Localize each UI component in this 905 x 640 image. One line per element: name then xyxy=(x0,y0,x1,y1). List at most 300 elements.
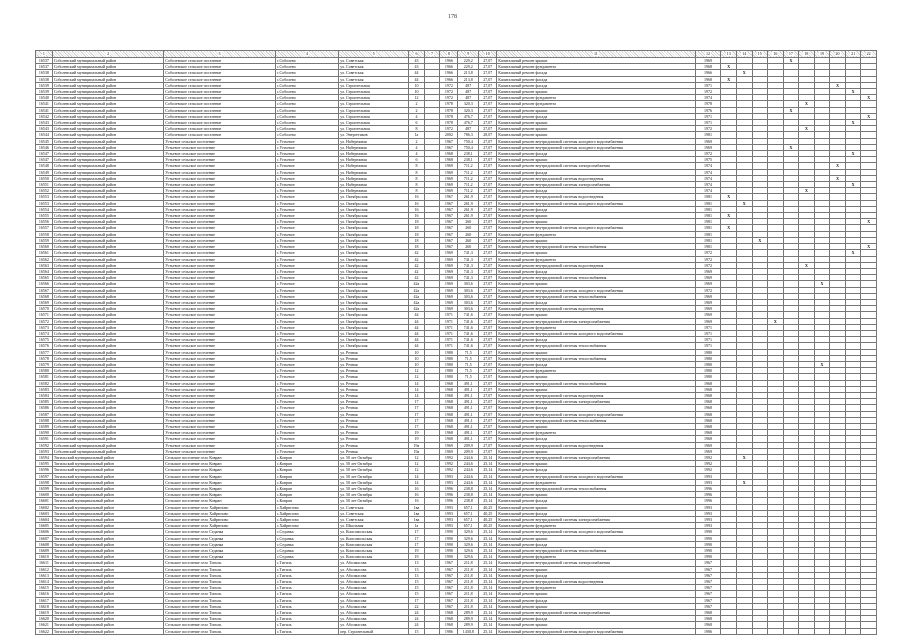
column-header xyxy=(845,51,861,58)
table-cell: ул. 50 лет Октября xyxy=(339,479,409,485)
table-cell: 1967 xyxy=(440,579,458,585)
table-cell: с.Устьевое xyxy=(275,144,338,150)
table-cell: 16560 xyxy=(36,244,53,250)
table-cell: 16576 xyxy=(36,343,53,349)
table-mark-cell: X xyxy=(830,163,846,169)
table-cell: 1969 xyxy=(440,250,458,256)
table-cell: 1993 xyxy=(440,510,458,516)
table-cell: 289,9 xyxy=(458,622,479,628)
table-cell: с.Устьевое xyxy=(275,262,338,268)
table-cell: Сельское поселение село Хайрюзово xyxy=(164,510,275,516)
table-cell: Устьевое сельское поселение xyxy=(164,430,275,436)
table-cell: ул. Октябрьская xyxy=(339,200,409,206)
table-cell: 1980 xyxy=(695,368,721,374)
table-cell: ул. Октябрьская xyxy=(339,318,409,324)
table-cell: 211,8 xyxy=(458,579,479,585)
table-cell: Устьевое сельское поселение xyxy=(164,399,275,405)
table-cell: ул. Речная xyxy=(339,380,409,386)
table-cell: 1993 xyxy=(440,517,458,523)
table-cell: 16592 xyxy=(36,442,53,448)
table-cell: Капитальный ремонт фундамента xyxy=(497,368,695,374)
table-cell: 16569 xyxy=(36,299,53,305)
table-cell: Устьевое сельское поселение xyxy=(164,188,275,194)
table-cell: с.Устьевое xyxy=(275,318,338,324)
table-cell: ул. Октябрьская xyxy=(339,206,409,212)
table-cell: Тигильский муниципальный район xyxy=(52,492,163,498)
table-cell: 24 xyxy=(409,622,425,628)
table-cell: 1966 xyxy=(695,70,721,76)
table-cell: 1967 xyxy=(440,572,458,578)
table-cell: с.Седанка xyxy=(275,548,338,554)
table-cell: 42а xyxy=(409,299,425,305)
table-cell: 2002 xyxy=(440,132,458,138)
table-cell: 260 xyxy=(458,244,479,250)
table-mark-cell: X xyxy=(736,70,752,76)
table-cell: с.Тигиль xyxy=(275,585,338,591)
table-cell: ул. Советская xyxy=(339,58,409,64)
table-cell: Тигильский муниципальный район xyxy=(52,529,163,535)
table-cell: Соболевский муниципальный район xyxy=(52,361,163,367)
table-cell: 19 xyxy=(409,554,425,560)
table-cell: с.Ковран xyxy=(275,467,338,473)
table-cell: ул. Строительная xyxy=(339,89,409,95)
table-cell: Устьевое сельское поселение xyxy=(164,151,275,157)
table-cell: Капитальный ремонт фундамента xyxy=(497,585,695,591)
column-header xyxy=(440,51,458,58)
table-cell: с.Соболево xyxy=(275,76,338,82)
table-cell: Капитальный ремонт крыши xyxy=(497,535,695,541)
table-cell: 1992 xyxy=(695,467,721,473)
table-cell: 25,14 xyxy=(479,473,497,479)
table-cell: Соболевский муниципальный район xyxy=(52,405,163,411)
table-cell: Соболевский муниципальный район xyxy=(52,231,163,237)
table-cell: Капитальный ремонт фундамента xyxy=(497,479,695,485)
table-cell: 741,3 xyxy=(458,250,479,256)
table-mark-cell: X xyxy=(845,120,861,126)
table-cell: Соболевский муниципальный район xyxy=(52,386,163,392)
table-cell: Соболевский муниципальный район xyxy=(52,157,163,163)
table-mark-cell: X xyxy=(830,82,846,88)
table-cell: Соболевский муниципальный район xyxy=(52,349,163,355)
table-cell: Соболевский муниципальный район xyxy=(52,237,163,243)
table-mark-cell: X xyxy=(799,126,815,132)
table-cell: 1969 xyxy=(695,275,721,281)
table-cell: 42 xyxy=(409,268,425,274)
table-cell: 238,1 xyxy=(458,151,479,157)
table-cell: с.Устьевое xyxy=(275,349,338,355)
table-cell: 1968 xyxy=(695,386,721,392)
table-cell: 1986 xyxy=(695,628,721,634)
table-cell: 44 xyxy=(409,337,425,343)
table-cell: Устьевое сельское поселение xyxy=(164,256,275,262)
table-cell: 1992 xyxy=(695,461,721,467)
table-mark-cell: X xyxy=(861,113,877,119)
table-cell: с.Устьевое xyxy=(275,355,338,361)
table-cell: с.Устьевое xyxy=(275,175,338,181)
table-cell: Капитальный ремонт крыши xyxy=(497,492,695,498)
table-cell: 711,2 xyxy=(458,163,479,169)
table-cell: ул. Аболмасова xyxy=(339,579,409,585)
table-cell: ул. Октябрьская xyxy=(339,219,409,225)
table-cell: 1996 xyxy=(695,498,721,504)
table-cell: Сельское поселение село Тигиль xyxy=(164,585,275,591)
table-cell: с.Устьевое xyxy=(275,213,338,219)
table-cell: Устьевое сельское поселение xyxy=(164,163,275,169)
table-cell: 1992 xyxy=(695,455,721,461)
table-cell: Соболевский муниципальный район xyxy=(52,318,163,324)
table-cell: ул. Речная xyxy=(339,399,409,405)
table-mark-cell: X xyxy=(721,64,737,70)
table-cell: Капитальный ремонт внутридомовой системы холодного водоснабжения xyxy=(497,529,695,535)
table-cell: 320,3 xyxy=(458,101,479,107)
table-cell: 16538 xyxy=(36,70,53,76)
table-cell: 1972 xyxy=(440,82,458,88)
table-cell: Соболевский муниципальный район xyxy=(52,411,163,417)
table-cell: 657,1 xyxy=(458,523,479,529)
table-cell: 4 xyxy=(409,151,425,157)
table-cell: 16581 xyxy=(36,374,53,380)
table-cell: Тигильский муниципальный район xyxy=(52,603,163,609)
table-cell: Устьевое сельское поселение xyxy=(164,324,275,330)
table-cell: Капитальный ремонт фундамента xyxy=(497,231,695,237)
table-cell: Устьевое сельское поселение xyxy=(164,138,275,144)
table-cell: 1980 xyxy=(695,374,721,380)
table-cell: Капитальный ремонт фасада xyxy=(497,510,695,516)
table-cell: 1968 xyxy=(440,622,458,628)
table-cell: Капитальный ремонт фасада xyxy=(497,76,695,82)
table-cell: 491,1 xyxy=(458,386,479,392)
table-cell: Капитальный ремонт крыши xyxy=(497,250,695,256)
table-mark-cell: X xyxy=(783,107,799,113)
table-cell: 16568 xyxy=(36,293,53,299)
table-cell: с.Устьевое xyxy=(275,368,338,374)
table-cell: 16608 xyxy=(36,541,53,547)
table-cell: ул. Комсомольская xyxy=(339,535,409,541)
table-cell: Сельское поселение село Тигиль xyxy=(164,610,275,616)
table-cell: 14 xyxy=(409,392,425,398)
table-cell: 16575 xyxy=(36,337,53,343)
table-cell: Капитальный ремонт фасада xyxy=(497,70,695,76)
table-cell: 17 xyxy=(409,399,425,405)
table-cell: 1981 xyxy=(695,219,721,225)
table-cell: с.Соболево xyxy=(275,107,338,113)
table-cell: 8 xyxy=(409,169,425,175)
table-cell: 491,1 xyxy=(458,399,479,405)
table-cell: Капитальный ремонт фасада xyxy=(497,268,695,274)
table-cell: 491,1 xyxy=(458,423,479,429)
table-cell: Капитальный ремонт внутридомовой системы теплоснабжения xyxy=(497,486,695,492)
table-mark-cell: X xyxy=(799,101,815,107)
table-mark-cell: X xyxy=(830,175,846,181)
table-cell: Капитальный ремонт фасада xyxy=(497,498,695,504)
table-cell: Устьевое сельское поселение xyxy=(164,169,275,175)
table-cell: 24 xyxy=(409,610,425,616)
column-header xyxy=(479,51,497,58)
table-cell: ул. Октябрьская xyxy=(339,256,409,262)
table-cell: 303,6 xyxy=(458,306,479,312)
table-cell: Устьевое сельское поселение xyxy=(164,423,275,429)
table-cell: 491,1 xyxy=(458,392,479,398)
table-cell: 44 xyxy=(409,70,425,76)
table-cell: 786,3 xyxy=(458,132,479,138)
table-cell: 12 xyxy=(409,95,425,101)
table-cell: 657,1 xyxy=(458,517,479,523)
table-cell: Соболевский муниципальный район xyxy=(52,169,163,175)
table-cell: Соболевский муниципальный район xyxy=(52,268,163,274)
table-cell: Устьевое сельское поселение xyxy=(164,200,275,206)
table-cell: Сельское поселение село Седанка xyxy=(164,541,275,547)
table-cell: 261,9 xyxy=(458,213,479,219)
table-cell: 27,07 xyxy=(479,70,497,76)
table-cell: 1969 xyxy=(440,442,458,448)
table-cell: Сельское поселение село Хайрюзово xyxy=(164,523,275,529)
table-cell: Капитальный ремонт фундамента xyxy=(497,430,695,436)
table-cell: ул. Набережная xyxy=(339,138,409,144)
table-mark-cell: X xyxy=(783,58,799,64)
table-cell: Устьевое сельское поселение xyxy=(164,244,275,250)
table-cell: 16562 xyxy=(36,256,53,262)
table-cell: 261,9 xyxy=(458,194,479,200)
column-header-label: 6 xyxy=(415,51,418,56)
table-cell: Соболевское сельское поселение xyxy=(164,89,275,95)
table-cell: 27,07 xyxy=(479,361,497,367)
table-cell: Устьевое сельское поселение xyxy=(164,293,275,299)
table-cell: 27,07 xyxy=(479,58,497,64)
table-cell: с.Устьевое xyxy=(275,200,338,206)
table-cell: 1971 xyxy=(695,113,721,119)
table-cell: 2 xyxy=(409,101,425,107)
column-header-label: 4 xyxy=(305,51,308,56)
table-cell: 750,4 xyxy=(458,144,479,150)
table-cell: Соболевский муниципальный район xyxy=(52,138,163,144)
table-cell: 25,14 xyxy=(479,622,497,628)
table-cell: Соболевское сельское поселение xyxy=(164,107,275,113)
table-cell: Капитальный ремонт фасада xyxy=(497,188,695,194)
table-cell: 27,07 xyxy=(479,417,497,423)
table-cell: с.Соболево xyxy=(275,64,338,70)
table-cell: ул. 50 лет Октября xyxy=(339,492,409,498)
table-cell: 1992 xyxy=(440,455,458,461)
table-cell: Тигильский муниципальный район xyxy=(52,572,163,578)
table-cell: ул. Речная xyxy=(339,442,409,448)
table-cell: 22 xyxy=(409,603,425,609)
table-cell: 1967 xyxy=(695,572,721,578)
table-cell: 19 xyxy=(409,430,425,436)
table-cell: Устьевое сельское поселение xyxy=(164,448,275,454)
table-cell: 6 xyxy=(409,120,425,126)
table-cell: Соболевский муниципальный район xyxy=(52,82,163,88)
table-cell: с.Тигиль xyxy=(275,560,338,566)
table-cell: 476,7 xyxy=(458,113,479,119)
table-cell: Капитальный ремонт фундамента xyxy=(497,101,695,107)
table-cell: 27,07 xyxy=(479,392,497,398)
table-cell: 1968 xyxy=(440,405,458,411)
table-cell: с.Соболево xyxy=(275,113,338,119)
table-cell: 25,14 xyxy=(479,461,497,467)
table-cell: 1980 xyxy=(695,361,721,367)
table-cell: 1а xyxy=(409,523,425,529)
table-cell: 14 xyxy=(409,386,425,392)
table-cell: ул. Аболмасова xyxy=(339,610,409,616)
table-cell: 1967 xyxy=(440,200,458,206)
table-cell: Устьевое сельское поселение xyxy=(164,337,275,343)
column-header xyxy=(275,51,338,58)
table-cell: с.Устьевое xyxy=(275,169,338,175)
table-cell: Соболевский муниципальный район xyxy=(52,213,163,219)
table-cell: Капитальный ремонт внутридомовой системы холодного водоснабжения xyxy=(497,144,695,150)
table-cell: Соболевский муниципальный район xyxy=(52,392,163,398)
table-cell: Соболевское сельское поселение xyxy=(164,132,275,138)
table-cell: Капитальный ремонт крыши xyxy=(497,157,695,163)
table-cell: 741,3 xyxy=(458,262,479,268)
table-cell: Соболевский муниципальный район xyxy=(52,281,163,287)
table-cell: ул. Октябрьская xyxy=(339,343,409,349)
table-cell: ул. Школьная xyxy=(339,523,409,529)
table-cell: 1а xyxy=(409,132,425,138)
table-cell: 16563 xyxy=(36,262,53,268)
table-cell: 1968 xyxy=(440,386,458,392)
table-cell: 16616 xyxy=(36,591,53,597)
table-cell: 16583 xyxy=(36,386,53,392)
table-cell: 238,8 xyxy=(458,486,479,492)
table-cell: ул. Набережная xyxy=(339,188,409,194)
table-cell: Капитальный ремонт фасада xyxy=(497,206,695,212)
table-cell: 27,07 xyxy=(479,213,497,219)
table-cell: 1969 xyxy=(440,281,458,287)
table-cell: 16620 xyxy=(36,616,53,622)
table-cell: 750,4 xyxy=(458,138,479,144)
table-cell: Капитальный ремонт крыши xyxy=(497,386,695,392)
table-cell: Капитальный ремонт крыши xyxy=(497,448,695,454)
table-cell: 12 xyxy=(409,368,425,374)
table-cell: 1967 xyxy=(440,585,458,591)
table-cell: 16615 xyxy=(36,585,53,591)
table-cell: Соболевский муниципальный район xyxy=(52,144,163,150)
table-cell: 25,14 xyxy=(479,566,497,572)
table-cell: 209,9 xyxy=(458,442,479,448)
table-cell: с.Устьевое xyxy=(275,138,338,144)
table-cell: Соболевский муниципальный район xyxy=(52,337,163,343)
table-cell: Капитальный ремонт фундамента xyxy=(497,554,695,560)
table-cell: 16607 xyxy=(36,535,53,541)
table-cell: 16 xyxy=(409,194,425,200)
column-header-label: 8 xyxy=(447,51,450,56)
table-cell: ул. Октябрьская xyxy=(339,275,409,281)
table-cell: ул. Речная xyxy=(339,374,409,380)
column-header-label: 12 xyxy=(705,51,710,56)
table-cell: 16609 xyxy=(36,548,53,554)
table-cell: с.Устьевое xyxy=(275,386,338,392)
table-cell: ул. Октябрьская xyxy=(339,287,409,293)
table-cell: 238,1 xyxy=(458,157,479,163)
table-mark-cell xyxy=(799,628,815,634)
table-cell: 1968 xyxy=(695,399,721,405)
table-cell: 16587 xyxy=(36,411,53,417)
table-cell: Устьевое сельское поселение xyxy=(164,231,275,237)
table-cell: 27,07 xyxy=(479,405,497,411)
table-cell: 18 xyxy=(409,219,425,225)
table-cell: 42а xyxy=(409,281,425,287)
table-cell: 16547 xyxy=(36,157,53,163)
capital-repair-table xyxy=(35,50,877,635)
table-cell: Капитальный ремонт внутридомовой системы электроснабжения xyxy=(497,182,695,188)
table-cell: 27,07 xyxy=(479,126,497,132)
table-cell: 1968 xyxy=(440,430,458,436)
table-cell: 25,14 xyxy=(479,585,497,591)
table-cell: 1980 xyxy=(440,361,458,367)
table-cell: 1980 xyxy=(695,349,721,355)
table-cell: Капитальный ремонт внутридомовой системы водоотведения xyxy=(497,262,695,268)
table-cell: 1971 xyxy=(695,120,721,126)
table-cell: 25,14 xyxy=(479,541,497,547)
table-cell: 1971 xyxy=(695,330,721,336)
table-cell: 1967 xyxy=(440,237,458,243)
table-cell: Капитальный ремонт внутридомовой системы электроснабжения xyxy=(497,163,695,169)
table-cell: 1967 xyxy=(695,579,721,585)
table-cell: 329,6 xyxy=(458,529,479,535)
table-cell: 16598 xyxy=(36,479,53,485)
table-cell: 1993 xyxy=(440,479,458,485)
table-cell: 1967 xyxy=(695,560,721,566)
table-cell: 16610 xyxy=(36,554,53,560)
table-cell: 1993 xyxy=(695,473,721,479)
table-cell: 12 xyxy=(409,467,425,473)
table-cell: Соболевское сельское поселение xyxy=(164,126,275,132)
table-cell: 16550 xyxy=(36,175,53,181)
table-cell: Соболевское сельское поселение xyxy=(164,64,275,70)
table-cell: 1967 xyxy=(440,597,458,603)
table-cell: ул. Набережная xyxy=(339,163,409,169)
table-cell: Соболевский муниципальный район xyxy=(52,430,163,436)
table-cell: Устьевое сельское поселение xyxy=(164,405,275,411)
table-cell: 25,14 xyxy=(479,554,497,560)
table-cell: 16588 xyxy=(36,417,53,423)
table-cell: ул. Аболмасова xyxy=(339,566,409,572)
table-mark-cell: X xyxy=(814,361,830,367)
table-cell: 741,3 xyxy=(458,256,479,262)
table-cell: с.Устьевое xyxy=(275,219,338,225)
table-cell: Тигильский муниципальный район xyxy=(52,473,163,479)
table-mark-cell xyxy=(783,628,799,634)
table-cell: 40,25 xyxy=(479,523,497,529)
table-cell: Устьевое сельское поселение xyxy=(164,225,275,231)
table-cell: 1981 xyxy=(695,194,721,200)
table-cell: 16539 xyxy=(36,82,53,88)
table-cell: 1972 xyxy=(695,287,721,293)
table-cell: ул. Октябрьская xyxy=(339,237,409,243)
table-cell: 244,6 xyxy=(458,455,479,461)
table-cell: ул. Строительная xyxy=(339,107,409,113)
table-cell: 491,1 xyxy=(458,430,479,436)
table-cell: 25,14 xyxy=(479,535,497,541)
table-cell: с.Соболево xyxy=(275,101,338,107)
table-cell: Устьевое сельское поселение xyxy=(164,442,275,448)
table-cell: 19 xyxy=(409,548,425,554)
table-cell: 1969 xyxy=(440,293,458,299)
table-cell: 25,14 xyxy=(479,560,497,566)
table-cell: 211,8 xyxy=(458,566,479,572)
table-cell: 16597 xyxy=(36,473,53,479)
table-cell: 1980 xyxy=(440,355,458,361)
table-cell: Капитальный ремонт фасада xyxy=(497,361,695,367)
table-cell: 27,07 xyxy=(479,194,497,200)
table-cell: 16591 xyxy=(36,436,53,442)
column-header-label: 3 xyxy=(218,51,221,56)
table-cell: 487 xyxy=(458,126,479,132)
table-cell: 320,3 xyxy=(458,107,479,113)
table-cell: Соболевский муниципальный район xyxy=(52,312,163,318)
table-cell: Устьевое сельское поселение xyxy=(164,374,275,380)
